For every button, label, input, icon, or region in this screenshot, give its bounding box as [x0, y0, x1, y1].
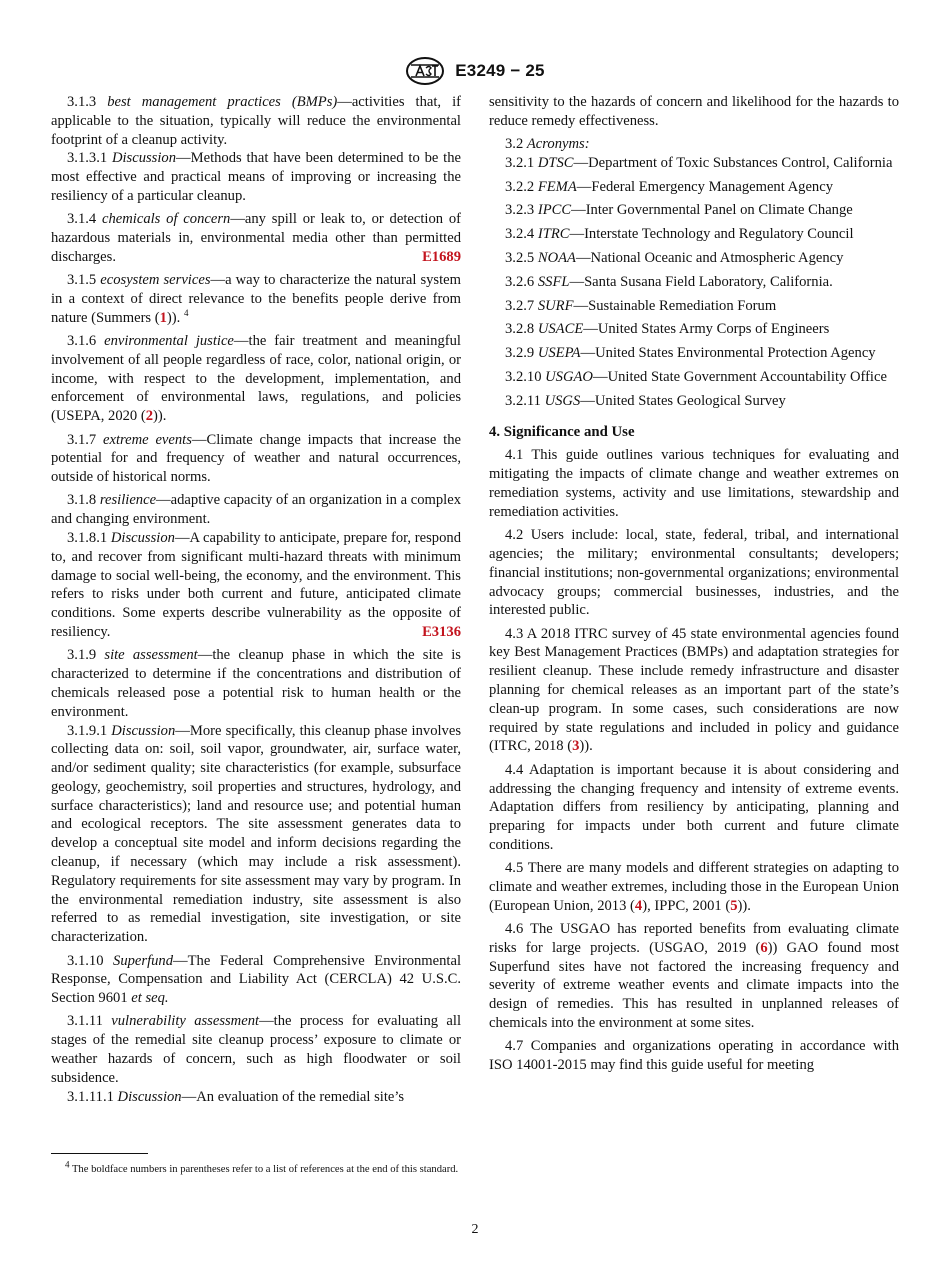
para-4-3: 4.3 A 2018 ITRC survey of 45 state environmental agencies found key Best Management Practices (BMPs) and adaptation strategies for resilient cleanup. These include remedy infrastructure and disaster planning for chemical releases as an important part of the state’s clean-up program. In some cases, such considerations are now required by state regulations and included in policy and guidance (ITRC, 2018 (3)). [489, 625, 899, 755]
acronym-item: 3.2.6 SSFL—Santa Susana Field Laboratory, California. [505, 273, 833, 290]
def-3-1-5: 3.1.5 ecosystem services—a way to characterize the natural system in a context of direct relevance to the benefits people derive from nature (Summers (1)). $^4$ [51, 272, 461, 326]
para-4-7: 4.7 Companies and organizations operating in accordance with ISO 14001-2015 may find this guide useful for meeting [489, 1038, 899, 1074]
def-3-1-9-1: 3.1.9.1 Discussion—More specifically, this cleanup phase involves collecting data on: soil, soil vapor, groundwater, air, surface water, and/or sediment quality; site characteristics (for example, subsurface geology, geochemistry, soil properties and structures, hydrology, and surface characteristics); land and resource use; and potential human and ecological receptors. The site assessment generates data to develop a conceptual site model and inform decisions regarding the cleanup, if necessary (which may include a risk assessment). Regulatory requirements for site assessment may vary by program. In the environmental remediation industry, site assessment is also referred to as remedial investigation, site investigation, or site characterization. [51, 722, 461, 946]
def-3-1-7: 3.1.7 extreme events—Climate change impacts that increase the potential for and frequency of weather and natural occurrences, outside of historical norms. [51, 431, 461, 486]
acronym-item: 3.2.8 USACE—United States Army Corps of Engineers [505, 321, 830, 338]
acronym-item: 3.2.2 FEMA—Federal Emergency Management Agency [505, 178, 833, 195]
acronym-item: 3.2.11 USGS—United States Geological Survey [505, 392, 786, 409]
para-4-1: 4.1 This guide outlines various techniques for evaluating and mitigating the impacts of climate change and weather extremes on remediation systems, activity and use limitations, stewardship and remediation activities. [489, 447, 899, 520]
acronym-item: 3.2.3 IPCC—Inter Governmental Panel on Climate Change [505, 202, 853, 219]
acronym-item: 3.2.5 NOAA—National Oceanic and Atmospheric Agency [505, 250, 844, 267]
acronym-item: 3.2.4 ITRC—Interstate Technology and Regulatory Council [505, 226, 854, 243]
right-column [489, 93, 899, 1075]
acronyms-heading: 3.2 Acronyms: [505, 136, 590, 153]
def-3-1-8: 3.1.8 resilience—adaptive capacity of an organization in a complex and changing environment. [51, 492, 461, 528]
para-4-2: 4.2 Users include: local, state, federal, tribal, and international agencies; the military; environmental consultants; developers; financial institutions; non-governmental organizations; environmental advocacy groups; commercial businesses, industries, and the interested public. [489, 527, 899, 619]
acronym-item: 3.2.9 USEPA—United States Environmental Protection Agency [505, 345, 876, 362]
left-column [51, 93, 461, 1106]
def-3-1-11: 3.1.11 vulnerability assessment—the process for evaluating all stages of the remedial site cleanup process’ exposure to climate or weather hazards of concern, such as high floodwater or soil subsidence. [51, 1013, 461, 1086]
def-3-1-10: 3.1.10 Superfund—The Federal Comprehensive Environmental Response, Compensation and Liability Act (CERCLA) 42 U.S.C. Section 9601 et seq. [51, 952, 462, 1007]
astm-logo-icon [405, 56, 445, 86]
def-3-1-9: 3.1.9 site assessment—the cleanup phase in which the site is characterized to determine if the concentrations and distribution of chemicals released pose a potential risk to human health or the environment. [51, 647, 461, 720]
para-4-4: 4.4 Adaptation is important because it is about considering and addressing the changing frequency and intensity of extreme events. Adaptation differs from resiliency by anticipating, planning and preparing for impacts under both current and future climate conditions. [489, 761, 899, 853]
def-3-1-8-1: 3.1.8.1 Discussion—A capability to anticipate, prepare for, respond to, and recover from significant multi-hazard threats with minimum damage to social well-being, the economy, and the environment. This refers to risks under both current and future, anticipated climate conditions. Some experts describe vulnerability as the opposite of resiliency. E3136 [51, 530, 461, 641]
def-3-1-11-1-continued: sensitivity to the hazards of concern and likelihood for the hazards to reduce remedy effectiveness. [489, 94, 899, 129]
def-3-1-3-1: 3.1.3.1 Discussion—Methods that have been determined to be the most effective and practical means of improving or increasing the resiliency of a particular cleanup. [51, 150, 461, 204]
reference-link-3[interactable]: 3 [572, 738, 580, 755]
footnote-number: 4 [65, 1159, 70, 1170]
reference-link-1[interactable]: 1 [159, 309, 167, 326]
reference-link-5[interactable]: 5 [730, 897, 738, 914]
def-3-1-4: 3.1.4 chemicals of concern—any spill or leak to, or detection of hazardous materials in, environmental media other than permitted discharges. E1689 [51, 211, 461, 265]
page-number: 2 [471, 1222, 479, 1237]
para-4-6: 4.6 The USGAO has reported benefits from evaluating climate risks for large projects. (USGAO, 2019 (6)) GAO found most Superfund sites have not factored the increasing frequency and severity of extreme weather events and climate impacts into the design of remedies. This has resulted in unplanned releases of chemicals into the environment at some sites. [489, 921, 899, 1032]
page-header [0, 56, 950, 86]
def-3-1-11-1: 3.1.11.1 Discussion—An evaluation of the remedial site’s [67, 1088, 405, 1105]
reference-link-2[interactable]: 2 [145, 408, 154, 425]
acronym-item: 3.2.7 SURF—Sustainable Remediation Forum [505, 297, 777, 314]
acronym-item: 3.2.10 USGAO—United State Government Accountability Office [505, 369, 887, 386]
standard-link-e3136[interactable]: E3136 [422, 624, 461, 641]
standard-link-e1689[interactable]: E1689 [422, 248, 461, 265]
footnote-text: The boldface numbers in parentheses refer to a list of references at the end of this standard. [69, 1164, 459, 1175]
reference-link-4[interactable]: 4 [634, 897, 643, 914]
section-4-heading: 4. Significance and Use [489, 423, 635, 440]
acronym-item: 3.2.1 DTSC—Department of Toxic Substances Control, California [505, 154, 893, 171]
footnote-marker: 4 [183, 307, 189, 318]
footnote [51, 1159, 461, 1177]
footnote-divider [51, 1153, 148, 1154]
reference-link-6[interactable]: 6 [760, 939, 768, 956]
para-4-5: 4.5 There are many models and different strategies on adapting to climate and weather extremes, including those in the European Union (European Union, 2013 (4), IPPC, 2001 (5)). [489, 860, 899, 914]
def-3-1-3: 3.1.3 best management practices (BMPs)—activities that, if applicable to the situation, typically will reduce the environmental footprint of a cleanup activity. [51, 94, 461, 148]
document-id: E3249 − 25 [455, 61, 545, 80]
def-3-1-6: 3.1.6 environmental justice—the fair treatment and meaningful involvement of all people regardless of race, color, national origin, or income, with respect to the development, implementation, and enforcement of environmental laws, regulations, and policies (USEPA, 2020 (2)). [51, 333, 461, 425]
